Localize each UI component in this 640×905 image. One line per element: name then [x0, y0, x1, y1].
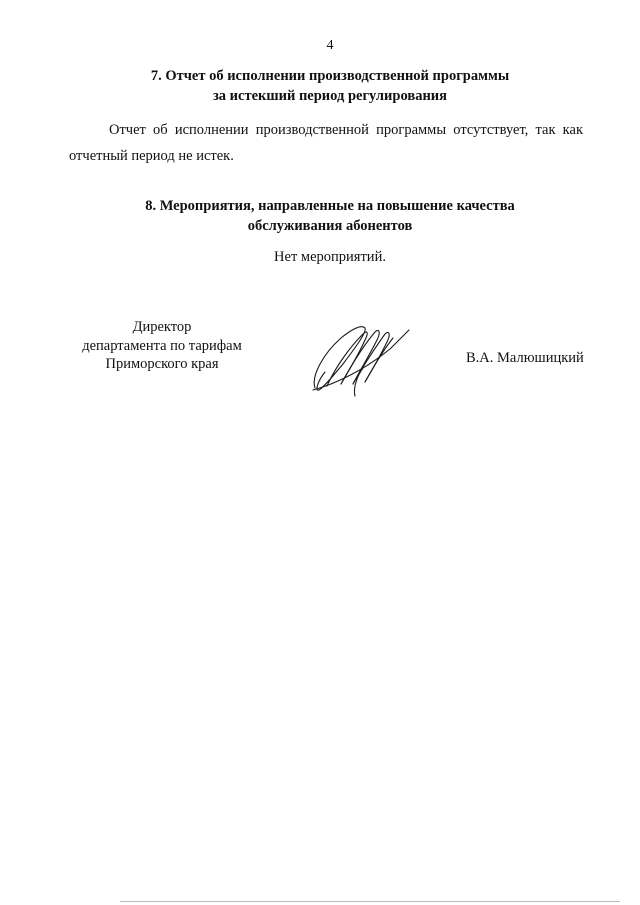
signer-position-line-2: департамента по тарифам — [82, 337, 242, 354]
section-7-heading — [0, 66, 640, 106]
scan-edge-line — [120, 901, 620, 902]
section-8-heading-line-1: 8. Мероприятия, направленные на повышение качества — [145, 198, 515, 214]
handwritten-signature — [305, 318, 415, 398]
section-7-heading-line-2: за истекший период регулирования — [212, 88, 448, 104]
signer-position-line-1: Директор — [132, 319, 192, 335]
section-7-heading-line-1: 7. Отчет об исполнении производственной программы — [150, 68, 510, 84]
signer-position — [62, 318, 262, 374]
section-8-heading-line-2: обслуживания абонентов — [247, 218, 413, 234]
page-number: 4 — [326, 38, 334, 53]
signatory-name: В.А. Малюшицкий — [466, 350, 584, 366]
section-8-heading — [0, 196, 640, 236]
section-7-text-line-2: отчетный период не истек. — [69, 148, 234, 164]
section-8-text: Нет мероприятий. — [274, 249, 386, 265]
section-7-text-line-1: Отчет об исполнении производственной программы отсутствует, так как — [109, 122, 583, 138]
signer-position-line-3: Приморского края — [105, 356, 219, 372]
